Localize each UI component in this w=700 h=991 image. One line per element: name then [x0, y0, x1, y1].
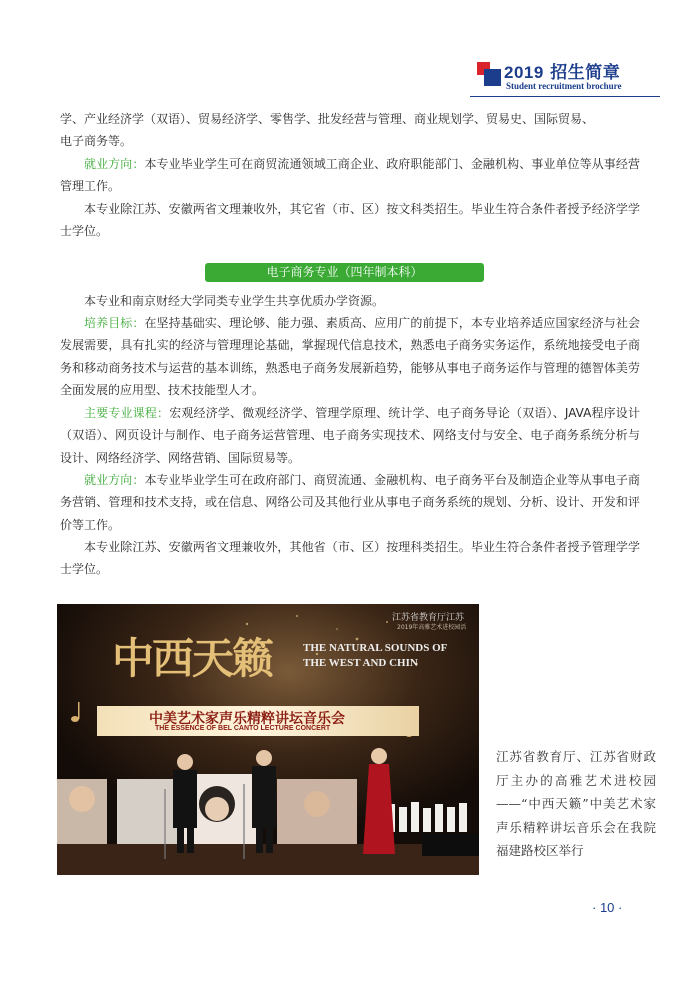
header-year: 2019 [504, 63, 544, 82]
career-label: 就业方向： [84, 473, 145, 487]
ecommerce-intro: 本专业和南京财经大学同类专业学生共享优质办学资源。 [84, 294, 385, 308]
photo-banner-english: THE ESSENCE OF BEL CANTO LECTURE CONCERT [155, 725, 331, 732]
photo-top-subtext: 2019年高雅艺术进校园活 [397, 624, 467, 631]
photo-banner-chinese: 中美艺术家声乐精粹讲坛音乐会 [149, 711, 345, 727]
courses-text: 宏观经济学、微观经济学、管理学原理、统计学、电子商务导论（双语）、JAVA程序设计（双语）、网页设计与制作、电子商务运营管理、电子商务实现技术、网络支付与安全、电子商务系统分析与设计、网络经济学、网络营销、国际贸易等。 [60, 406, 640, 465]
photo-english-line2: THE WEST AND CHIN [303, 657, 418, 669]
career-text: 本专业毕业学生可在政府部门、商贸流通、金融机构、电子商务平台及制造企业等从事电子商务营销、管理和技术支持，或在信息、网络公司及其他行业从事电子商务系统的规划、分析、设计、开发和评价等工作。 [60, 473, 640, 532]
ecommerce-admission-paragraph: 本专业除江苏、安徽两省文理兼收外，其他省（市、区）按理科类招生。毕业生符合条件者授予管理学学士学位。 [60, 540, 640, 577]
header-title [504, 58, 620, 83]
goal-text: 在坚持基础实、理论够、能力强、素质高、应用广的前提下，本专业培养适应国家经济与社会发展需要，具有扎实的经济与管理理论基础，掌握现代信息技术，熟悉电子商务实务运作，系统地接受电子商务和移动商务技术与运营的基本训练，熟悉电子商务发展新趋势，能够从事电子商务运作与管理的德智体美劳全面发展的应用型、技术技能型人才。 [60, 316, 640, 398]
courses-label: 主要专业课程： [84, 406, 170, 420]
prev-courses-line1: 学、产业经济学（双语）、贸易经济学、零售学、批发经营与管理、商业规划学、贸易史、国际贸易、 [60, 112, 595, 126]
prev-courses-continued [60, 108, 640, 153]
prev-career-text: 本专业毕业学生可在商贸流通领域工商企业、政府职能部门、金融机构、事业单位等从事经营管理工作。 [60, 157, 640, 194]
concert-photo [57, 604, 479, 875]
logo-blue-square [484, 69, 501, 86]
ecommerce-goal-paragraph [60, 312, 640, 402]
header-divider [470, 96, 660, 97]
goal-label: 培养目标： [84, 316, 145, 330]
brand-logo [477, 60, 507, 90]
header-subtitle: Student recruitment brochure [506, 81, 622, 91]
prev-courses-line2: 电子商务等。 [60, 134, 133, 149]
prev-career-paragraph [60, 153, 640, 198]
header-title-text: 招生简章 [550, 63, 621, 83]
ecommerce-courses-paragraph [60, 402, 640, 469]
prev-admission-paragraph: 本专业除江苏、安徽两省文理兼收外，其它省（市、区）按文科类招生。毕业生符合条件者授予经济学学士学位。 [60, 202, 640, 239]
photo-english-line1: THE NATURAL SOUNDS OF [303, 642, 448, 654]
prev-career-label: 就业方向： [84, 157, 145, 171]
photo-big-title: 中西天籁 [112, 634, 273, 683]
section-title-ecommerce: 电子商务专业（四年制本科） [205, 263, 484, 282]
photo-caption: 江苏省教育厅、江苏省财政厅主办的高雅艺术进校园——“中西天籁”中美艺术家声乐精粹讲坛音乐会在我院福建路校区举行 [496, 749, 656, 858]
page-number: · 10 · [592, 900, 623, 915]
photo-top-text: 江苏省教育厅江苏 [392, 613, 465, 623]
ecommerce-career-paragraph [60, 469, 640, 536]
